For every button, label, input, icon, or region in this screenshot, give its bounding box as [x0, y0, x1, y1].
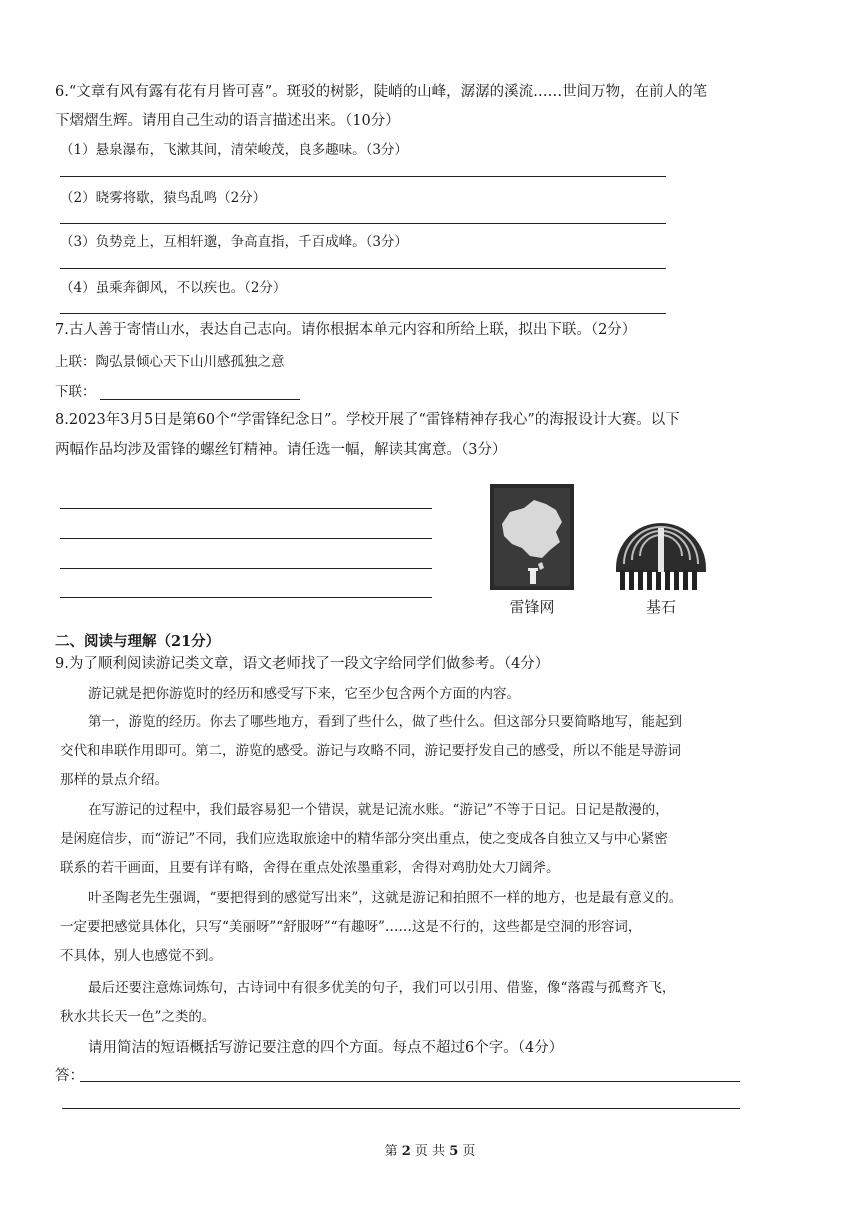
footer-total-pages: 5	[449, 1144, 459, 1159]
answer-line[interactable]	[60, 268, 666, 269]
q9-passage-p4-line3: 不具体，别人也感觉不到。	[60, 948, 222, 964]
poster-foundation-stone-caption: 基石	[645, 598, 676, 616]
footer-page-number: 2	[401, 1144, 411, 1159]
q7-stem: 7.古人善于寄情山水，表达自己志向。请你根据本单元内容和所给上联，拟出下联。（2分）	[55, 322, 637, 338]
q9-passage-p2-line2: 交代和串联作用即可。第二，游览的感受。游记与攻略不同，游记要抒发自己的感受，所以不能是导游词	[60, 743, 681, 759]
q9-passage-p4-line1: 叶圣陶老先生强调，“要把得到的感觉写出来”，这就是游记和拍照不一样的地方，也是最有意义的。	[88, 890, 683, 906]
answer-line[interactable]	[60, 508, 432, 509]
q9-answer-line-1[interactable]	[80, 1081, 740, 1082]
answer-line[interactable]	[60, 597, 432, 598]
q9-stem: 9.为了顺利阅读游记类文章，语文老师找了一段文字给同学们做参考。（4分）	[55, 656, 550, 672]
q6-item-2: （2）晓雾将歇，猿鸟乱鸣（2分）	[60, 190, 267, 206]
q9-passage-p1: 游记就是把你游览时的经历和感受写下来，它至少包含两个方面的内容。	[88, 686, 520, 702]
q9-answer-label: 答：	[55, 1068, 84, 1084]
poster-leifeng-net-caption: 雷锋网	[509, 598, 555, 616]
q7-answer-line[interactable]	[100, 399, 300, 400]
poster-foundation-stone-image	[612, 508, 710, 592]
q6-item-4: （4）虽乘奔御风，不以疾也。（2分）	[60, 280, 287, 296]
q9-passage-p4-line2: 一定要把感觉具体化，只写“美丽呀”“舒服呀”“有趣呀”……这是不行的，这些都是空洞的形容词，	[60, 919, 642, 935]
footer-mid: 页 共	[414, 1144, 446, 1159]
q8-stem-line2: 两幅作品均涉及雷锋的螺丝钉精神。请任选一幅，解读其寓意。（3分）	[55, 442, 507, 458]
q9-passage-p5-line1: 最后还要注意炼词炼句，古诗词中有很多优美的句子，我们可以引用、借鉴，像“落霞与孤鹜齐飞，	[88, 980, 676, 996]
page-footer	[0, 1140, 860, 1159]
answer-line[interactable]	[60, 223, 666, 224]
q6-stem-line2: 下熠熠生辉。请用自己生动的语言描述出来。（10分）	[55, 113, 400, 129]
q9-passage-p5-line2: 秋水共长天一色”之类的。	[60, 1009, 216, 1025]
q9-passage-p3-line2: 是闲庭信步，而“游记”不同，我们应选取旅途中的精华部分突出重点，使之变成各自独立又与中心紧密	[60, 831, 668, 847]
q9-answer-line-2[interactable]	[62, 1108, 740, 1109]
q9-passage-p3-line3: 联系的若干画面，且要有详有略，舍得在重点处浓墨重彩，舍得对鸡肋处大刀阔斧。	[60, 860, 560, 876]
answer-line[interactable]	[60, 313, 666, 314]
answer-line[interactable]	[60, 568, 432, 569]
q6-stem-line1: 6.“文章有风有露有花有月皆可喜”。斑驳的树影，陡峭的山峰，潺潺的溪流……世间万物，在前人的笔	[55, 84, 708, 100]
q9-passage-p3-line1: 在写游记的过程中，我们最容易犯一个错误，就是记流水账。“游记”不等于日记。日记是散漫的，	[88, 802, 669, 818]
q7-upper-couplet: 上联：陶弘景倾心天下山川感孤独之意	[55, 354, 285, 370]
poster-leifeng-net-image	[490, 484, 574, 590]
q9-passage-p2-line1: 第一，游览的经历。你去了哪些地方，看到了些什么，做了些什么。但这部分只要简略地写，能起到	[88, 714, 682, 730]
answer-line[interactable]	[60, 538, 432, 539]
section-title: 二、阅读与理解（21分）	[55, 633, 221, 650]
q7-lower-label: 下联：	[55, 384, 96, 400]
footer-pre: 第	[384, 1144, 398, 1159]
answer-line[interactable]	[60, 176, 666, 177]
q6-item-3: （3）负势竞上，互相轩邈，争高直指，千百成峰。（3分）	[60, 234, 408, 250]
q9-passage-p2-line3: 那样的景点介绍。	[60, 772, 168, 788]
q9-task: 请用简洁的短语概括写游记要注意的四个方面。每点不超过6个字。（4分）	[88, 1040, 564, 1056]
q8-stem-line1: 8.2023年3月5日是第60个“学雷锋纪念日”。学校开展了“雷锋精神存我心”的海报设计大赛。以下	[55, 412, 680, 428]
q6-item-1: （1）悬泉瀑布，飞漱其间，清荣峻茂，良多趣味。（3分）	[60, 142, 408, 158]
footer-post: 页	[462, 1144, 476, 1159]
